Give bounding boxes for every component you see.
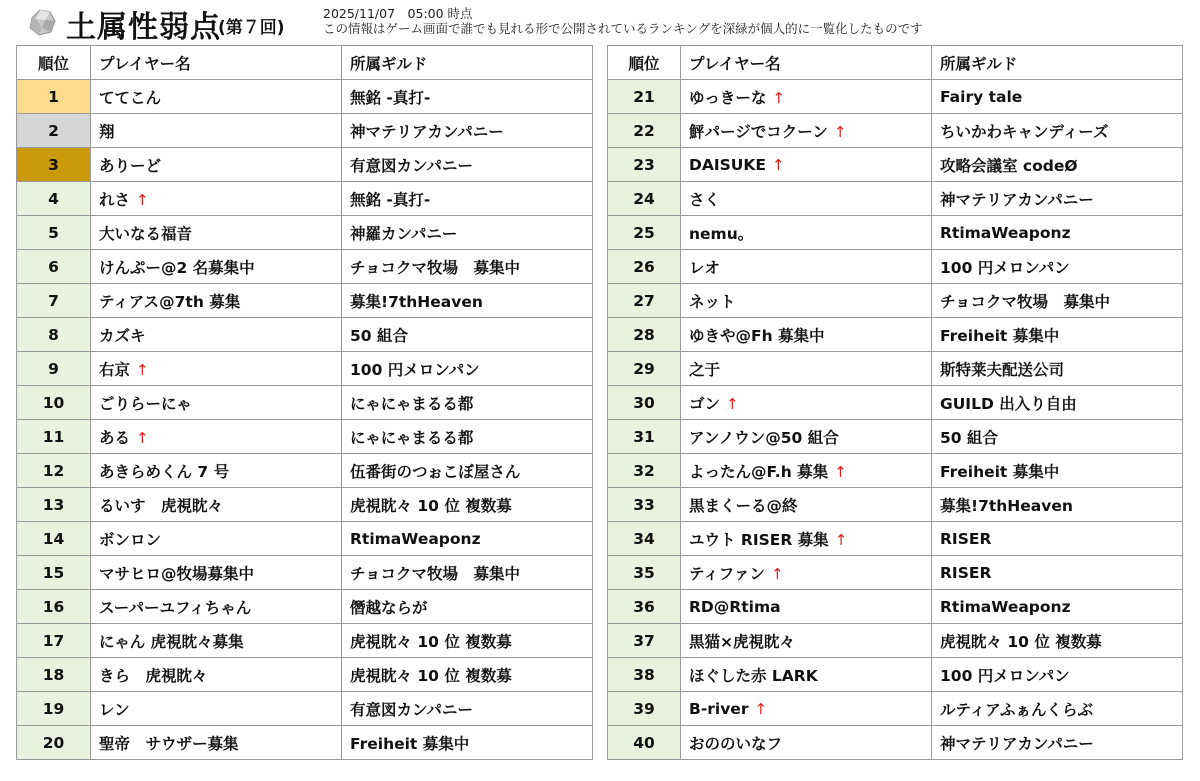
rank-up-arrow-icon: ↑ [754,699,768,718]
rank-cell: 17 [17,624,91,658]
table-row [608,216,1183,250]
rank-up-arrow-icon: ↑ [833,122,847,141]
table-row [17,522,593,556]
rank-cell: 4 [17,182,91,216]
table-row [17,80,593,114]
table-row [17,216,593,250]
table-row [17,658,593,692]
rank-cell: 27 [608,284,681,318]
player-name: ユウト RISER 募集 [689,530,829,549]
guild-cell: RISER [932,522,1183,556]
rank-cell: 7 [17,284,91,318]
guild-cell: 有意図カンパニー [342,148,593,182]
table-row [608,522,1183,556]
table-row [608,658,1183,692]
player-cell [91,284,342,318]
guild-cell: にゃにゃまるる都 [342,420,593,454]
rank-cell: 32 [608,454,681,488]
guild-cell: 伍番街のつぉこぼ屋さん [342,454,593,488]
guild-cell: RISER [932,556,1183,590]
rank-cell: 19 [17,692,91,726]
table-row [608,250,1183,284]
guild-cell: RtimaWeaponz [932,216,1183,250]
table-row [17,352,593,386]
player-cell [91,692,342,726]
guild-cell: 虎視眈々 10 位 複数募 [342,488,593,522]
guild-cell: Freiheit 募集中 [932,454,1183,488]
guild-cell: 募集!7thHeaven [932,488,1183,522]
guild-cell: 神マテリアカンパニー [932,182,1183,216]
player-name: ててこん [99,88,162,107]
rank-cell: 2 [17,114,91,148]
player-name: レオ [689,258,721,277]
table-row [17,590,593,624]
player-cell [91,624,342,658]
guild-cell: 50 組合 [932,420,1183,454]
player-name: 黒まくーる@終 [689,496,798,515]
player-cell [681,250,932,284]
player-name: にゃん 虎視眈々募集 [99,632,244,651]
table-row [17,318,593,352]
rank-cell: 1 [17,80,91,114]
player-cell [681,454,932,488]
player-cell [681,692,932,726]
player-cell [91,556,342,590]
player-name: 黒猫×虎視眈々 [689,632,795,651]
rank-cell: 30 [608,386,681,420]
rank-up-arrow-icon: ↑ [834,462,847,481]
table-row [608,114,1183,148]
rank-cell: 28 [608,318,681,352]
table-row [608,284,1183,318]
player-name: よったん@F.h 募集 [689,462,829,481]
guild-cell: 攻略会議室 codeØ [932,148,1183,182]
player-name: ゆっきーな [689,88,767,107]
table-row [608,624,1183,658]
player-cell [91,488,342,522]
table-row [17,692,593,726]
rank-up-arrow-icon: ↑ [136,360,149,379]
guild-cell: 募集!7thHeaven [342,284,593,318]
player-cell [91,420,342,454]
player-name: ごりらーにゃ [99,394,192,413]
player-cell [91,80,342,114]
guild-cell: 100 円メロンパン [932,250,1183,284]
player-name: ある [99,428,131,447]
player-name: 之于 [689,360,721,379]
player-header: プレイヤー名 [91,46,342,80]
table-row [17,250,593,284]
rank-cell: 20 [17,726,91,760]
guild-cell: ルティアふぁんくらぶ [932,692,1183,726]
player-name: れさ [99,190,131,209]
player-cell [91,352,342,386]
player-cell [681,624,932,658]
rank-cell: 18 [17,658,91,692]
guild-cell: チョコクマ牧場 募集中 [932,284,1183,318]
player-name: ゴン [689,394,721,413]
player-name: B-river [689,699,749,718]
player-cell [681,556,932,590]
rank-cell: 13 [17,488,91,522]
player-cell [681,658,932,692]
table-row [17,488,593,522]
player-name: 大いなる福音 [99,224,193,243]
player-name: マサヒロ@牧場募集中 [99,564,255,583]
player-cell [681,284,932,318]
rank-cell: 36 [608,590,681,624]
ranking-table-left [16,45,593,760]
player-cell [91,522,342,556]
table-row [608,148,1183,182]
guild-cell: 無銘 -真打- [342,80,593,114]
rank-cell: 3 [17,148,91,182]
player-name: さく [689,190,721,209]
player-name: スーパーユフィちゃん [99,598,252,617]
rank-cell: 8 [17,318,91,352]
header [0,0,1200,46]
player-cell [91,182,342,216]
table-row [608,590,1183,624]
rank-up-arrow-icon: ↑ [726,394,739,413]
player-cell [681,148,932,182]
player-cell [91,726,342,760]
rank-cell: 39 [608,692,681,726]
table-row [17,726,593,760]
rank-cell: 24 [608,182,681,216]
ranking-rows-right [608,80,1183,760]
player-cell [681,114,932,148]
guild-cell: 100 円メロンパン [342,352,593,386]
ranking-table-right [607,45,1183,760]
header-row [608,46,1183,80]
player-cell [681,318,932,352]
player-cell [681,80,932,114]
guild-cell: ちいかわキャンディーズ [932,114,1183,148]
table-row [17,284,593,318]
rank-cell: 6 [17,250,91,284]
rank-cell: 33 [608,488,681,522]
player-cell [91,114,342,148]
rank-up-arrow-icon: ↑ [771,155,785,174]
rank-cell: 16 [17,590,91,624]
table-row [17,114,593,148]
player-name: ティファン [689,564,765,583]
table-row [608,352,1183,386]
edition-label: (第７回) [218,18,285,38]
page-title: 土属性弱点 [66,10,221,45]
guild-cell: Fairy tale [932,80,1183,114]
guild-cell: Freiheit 募集中 [342,726,593,760]
guild-cell: Freiheit 募集中 [932,318,1183,352]
player-name: RD@Rtima [689,597,781,616]
player-cell [681,216,932,250]
player-cell [91,590,342,624]
player-cell [681,488,932,522]
player-name: ティアス@7th 募集 [99,292,241,311]
player-name: ボンロン [99,530,162,549]
table-row [17,420,593,454]
rank-cell: 9 [17,352,91,386]
player-name: ネット [689,292,736,311]
timestamp: 2025/11/07 05:00 時点 [323,6,473,21]
rank-cell: 22 [608,114,681,148]
rank-up-arrow-icon: ↑ [772,88,785,107]
header-meta [323,6,923,36]
rank-cell: 5 [17,216,91,250]
player-name: DAISUKE [689,155,766,174]
rank-cell: 29 [608,352,681,386]
guild-cell: 神羅カンパニー [342,216,593,250]
rank-cell: 37 [608,624,681,658]
player-name: レン [99,700,130,719]
guild-cell: チョコクマ牧場 募集中 [342,556,593,590]
table-row [608,386,1183,420]
player-name: おののいなフ [689,734,783,753]
rank-cell: 10 [17,386,91,420]
rank-cell: 26 [608,250,681,284]
guild-cell: RtimaWeaponz [342,522,593,556]
guild-cell: 100 円メロンパン [932,658,1183,692]
player-header: プレイヤー名 [681,46,932,80]
player-name: ゆきや@Fh 募集中 [689,326,825,345]
table-row [17,624,593,658]
player-cell [681,182,932,216]
guild-cell: RtimaWeaponz [932,590,1183,624]
header-row [17,46,593,80]
guild-cell: 神マテリアカンパニー [932,726,1183,760]
table-row [608,318,1183,352]
table-row [608,80,1183,114]
player-cell [681,522,932,556]
rank-cell: 12 [17,454,91,488]
rank-cell: 11 [17,420,91,454]
table-row [608,692,1183,726]
guild-cell: 虎視眈々 10 位 複数募 [342,658,593,692]
table-row [608,556,1183,590]
guild-cell: 虎視眈々 10 位 複数募 [932,624,1183,658]
rank-cell: 23 [608,148,681,182]
player-name: nemu。 [689,224,754,243]
table-row [608,182,1183,216]
table-row [17,386,593,420]
guild-header: 所属ギルド [932,46,1183,80]
guild-header: 所属ギルド [342,46,593,80]
player-cell [681,726,932,760]
rank-up-arrow-icon: ↑ [834,530,848,549]
guild-cell: 有意図カンパニー [342,692,593,726]
guild-cell: 虎視眈々 10 位 複数募 [342,624,593,658]
rank-header: 順位 [608,46,681,80]
rank-cell: 15 [17,556,91,590]
player-name: きら 虎視眈々 [99,666,208,685]
rank-up-arrow-icon: ↑ [136,428,149,447]
player-name: ありーど [99,156,162,175]
rank-cell: 35 [608,556,681,590]
guild-cell: 無銘 -真打- [342,182,593,216]
player-name: 聖帝 サウザー募集 [99,734,239,753]
guild-cell: 神マテリアカンパニー [342,114,593,148]
player-cell [681,386,932,420]
table-row [608,726,1183,760]
player-name: けんぷー@2 名募集中 [99,258,255,277]
player-cell [91,318,342,352]
player-name: アンノウン@50 組合 [689,428,839,447]
table-row [17,148,593,182]
rank-cell: 40 [608,726,681,760]
guild-cell: 50 組合 [342,318,593,352]
player-cell [91,250,342,284]
rank-cell: 38 [608,658,681,692]
rank-cell: 31 [608,420,681,454]
player-cell [681,590,932,624]
player-name: あきらめくん 7 号 [99,462,230,481]
guild-cell: 斯特莱夫配送公司 [932,352,1183,386]
guild-cell: チョコクマ牧場 募集中 [342,250,593,284]
rank-cell: 14 [17,522,91,556]
rank-cell: 21 [608,80,681,114]
player-name: 鮃パージでコクーン [689,122,828,141]
player-name: カズキ [99,326,146,345]
rank-up-arrow-icon: ↑ [770,564,784,583]
player-cell [681,420,932,454]
ranking-rows-left [17,80,593,760]
rank-up-arrow-icon: ↑ [136,190,149,209]
table-row [608,454,1183,488]
player-cell [91,386,342,420]
player-cell [681,352,932,386]
player-cell [91,454,342,488]
player-name: 翔 [99,122,115,141]
table-row [17,182,593,216]
rank-cell: 34 [608,522,681,556]
player-name: るいす 虎視眈々 [99,496,224,515]
player-cell [91,658,342,692]
table-row [608,420,1183,454]
table-row [17,556,593,590]
rock-icon [26,6,58,38]
disclaimer-note: この情報はゲーム画面で誰でも見れる形で公開されているランキングを深緑が個人的に一覧化したものです [323,21,923,36]
table-row [608,488,1183,522]
rank-cell: 25 [608,216,681,250]
player-name: ほぐした赤 LARK [689,666,818,685]
guild-cell: GUILD 出入り自由 [932,386,1183,420]
rank-header: 順位 [17,46,91,80]
table-row [17,454,593,488]
player-name: 右京 [99,360,131,379]
guild-cell: 僭越ならが [342,590,593,624]
player-cell [91,216,342,250]
guild-cell: にゃにゃまるる都 [342,386,593,420]
player-cell [91,148,342,182]
